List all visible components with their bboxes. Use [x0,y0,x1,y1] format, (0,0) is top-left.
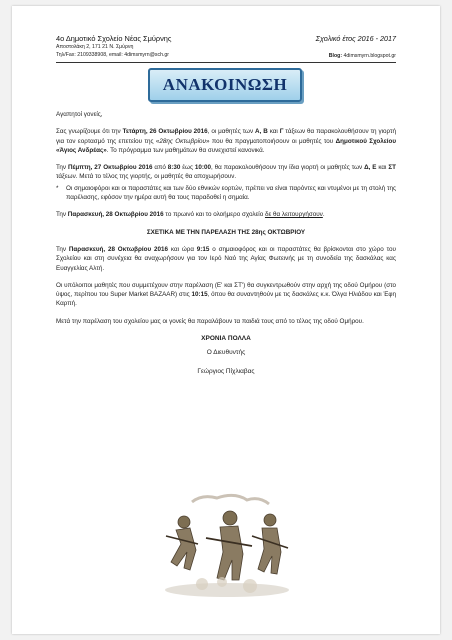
paragraph-5: Οι υπόλοιποι μαθητές που συμμετέχουν στην παρέλαση (Ε' και ΣΤ') θα συγκεντρωθούν στην αρχή της οδού Ομήρου (στο ύψος, περίπου του Super Market BAZAAR) στις 10:15, όπου θα συναντηθούν με τις δασκάλες κ.κ. Όλγα Ηλιάδου και Έφη Καρπή. [56,281,397,308]
paragraph-6: Μετά την παρέλαση του σχολείου μας οι γονείς θα παραλάβουν τα παιδιά τους από το τέλος της οδού Ομήρου. [56,317,364,325]
signature-role: Ο Διευθυντής [206,349,246,357]
date-friday: Παρασκευή, 28 Οκτωβρίου 2016 [67,211,164,219]
signature-block [56,334,396,376]
paragraph-4: Την Παρασκευή, 28 Οκτωβρίου 2016 και ώρα 9:15 ο σημαιοφόρος και οι παραστάτες θα βρίσκονται στο χώρο του Σχολείου και στη συνέχεια θα αναχωρήσουν για τον Ιερό Ναό της Αγίας Φωτεινής με τη συνοδεία της δασκάλας κας Ευαγγελίας Αλτή. [56,245,396,272]
blog-url[interactable]: 4dimsmyrn.blogspot.gr [343,53,396,59]
wishes: ΧΡΟΝΙΑ ΠΟΛΛΑ [201,335,251,343]
school-contact: Τηλ/Fax: 2109338908, email: 4dimsmyrn@sch.gr [56,52,170,58]
school-year: Σχολικό έτος 2016 - 2017 [315,34,396,43]
note-bullet [56,184,396,203]
paragraph-2: Την Πέμπτη, 27 Οκτωβρίου 2016 από 8:30 έως 10:00, θα παρακολουθήσουν την ίδια γιορτή οι μαθητές των Δ, Ε και ΣΤ τάξεων. Μετά το τέλος της γιορτής, οι μαθητές θα αποχωρήσουν. [56,164,396,181]
closed-notice: δε θα λειτουργήσουν [264,211,323,219]
header-right [316,34,396,59]
bullet-mark: * [56,184,59,192]
announcement-title: ΑΝΑΚΟΙΝΩΣΗ [162,75,288,94]
greeting: Αγαπητοί γονείς, [56,111,103,118]
document-page [12,6,440,634]
blog-line [316,53,396,59]
date-thursday: Πέμπτη, 27 Οκτωβρίου 2016 [67,164,153,172]
title-banner [148,68,302,102]
date-wednesday: Τετάρτη, 26 Οκτωβρίου 2016 [122,128,208,136]
parade-heading: ΣΧΕΤΙΚΑ ΜΕ ΤΗΝ ΠΑΡΕΛΑΣΗ ΤΗΣ 28ης ΟΚΤΩΒΡΙΟΥ [146,228,306,236]
header-divider [56,62,396,63]
bullet-text: Οι σημαιοφόροι και οι παραστάτες και των δύο εθνικών εορτών, πρέπει να είναι παρόντες και ντυμένοι με τη στολή της παρέλασης, εφόσον την ημέρα αυτή θα τους παραδοθεί η σημαία. [66,184,396,202]
paragraph-1: Σας γνωρίζουμε ότι την Τετάρτη, 26 Οκτωβρίου 2016, οι μαθητές των Α, Β και Γ τάξεων θα παρακολουθήσουν τη γιορτή για τον εορτασμό της επετείου της «28ης Οκτωβρίου» που θα πραγματοποιήσουν οι μαθητές του Δημοτικού Σχολείου «Άγιος Ανδρέας». Το πρόγραμμα των μαθημάτων θα συνεχιστεί κανονικά. [56,128,396,154]
paragraph-3: Την Παρασκευή, 28 Οκτωβρίου 2016 το πρωινό και το ολοήμερο σχολείο δε θα λειτουργήσουν. [56,211,325,219]
school-name: 4ο Δημοτικό Σχολείο Νέας Σμύρνης [56,34,172,43]
school-address: Αποστολάκη 2, 171 21 Ν. Σμύρνη [56,44,134,50]
host-school: Δημοτικού Σχολείου «Άγιος Ανδρέας» [56,137,396,154]
signature-name: Γεώργιος Πίχλιαβας [197,368,255,376]
announcement-body [56,110,396,376]
blog-label: Blog: [328,53,343,59]
header-left [56,34,171,59]
soldiers-charging-illustration [162,492,292,598]
